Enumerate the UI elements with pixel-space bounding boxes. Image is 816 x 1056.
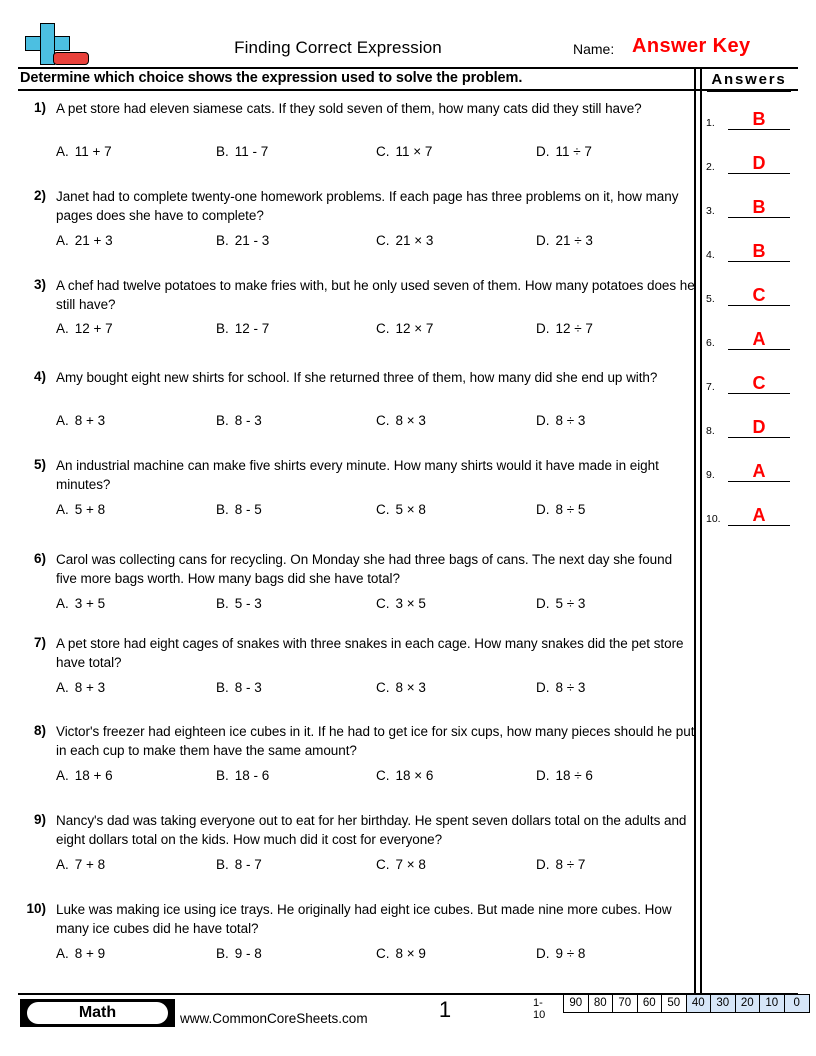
option-choice[interactable] [56,768,113,783]
option-letter: B. [216,857,229,872]
option-letter: A. [56,321,69,336]
option-letter: C. [376,768,390,783]
option-choice[interactable] [376,413,426,428]
option-choice[interactable] [56,144,112,159]
answer-row [706,196,792,218]
question-number: 3) [33,277,46,292]
subject-badge [20,999,175,1027]
option-choice[interactable] [376,144,432,159]
option-choice[interactable] [376,946,426,961]
option-expression: 8 - 7 [234,857,262,872]
option-expression: 12 - 7 [234,321,270,336]
question-text: A pet store had eleven siamese cats. If they sold seven of them, how many cats did they still have? [56,101,642,116]
option-choice[interactable] [216,946,262,961]
option-letter: A. [56,768,69,783]
answer-row [706,460,792,482]
option-expression: 8 ÷ 7 [555,857,586,872]
answer-row-value: C [752,373,766,393]
question-number: 8) [33,723,46,738]
question-options [56,946,696,966]
option-letter: B. [216,502,229,517]
answer-row-value: D [752,417,766,437]
page-number: 1 [438,997,452,1022]
option-choice[interactable] [56,413,105,428]
option-expression: 8 - 5 [234,502,262,517]
option-letter: A. [56,680,69,695]
question-options [56,413,696,433]
option-expression: 5 ÷ 3 [555,596,586,611]
question-options [56,502,696,522]
page-header [18,22,798,70]
question-number: 1) [33,100,46,115]
grading-scale-cell: 60 [638,995,663,1012]
option-letter: B. [216,680,229,695]
option-expression: 8 × 9 [395,946,426,961]
answer-row-value: A [752,505,766,525]
question-text: Luke was making ice using ice trays. He originally had eight ice cubes. But made nine more cubes. How many ice cubes did he have total? [56,902,672,936]
option-letter: D. [536,857,550,872]
option-expression: 11 ÷ 7 [555,144,592,159]
name-label: Name: [573,41,615,57]
question-number: 2) [33,188,46,203]
option-choice[interactable] [376,502,426,517]
option-expression: 21 - 3 [234,233,270,248]
grading-scale-cell: 0 [785,995,810,1012]
option-expression: 18 × 6 [395,768,434,783]
option-choice[interactable] [56,946,105,961]
option-choice[interactable] [376,321,433,336]
grading-scale-cells [563,994,810,1013]
page-title: Finding Correct Expression [234,38,442,57]
grading-scale-cell: 70 [613,995,638,1012]
option-letter: C. [376,502,390,517]
option-choice[interactable] [56,596,105,611]
option-expression: 8 + 3 [74,680,106,695]
option-letter: D. [536,413,550,428]
name-value: Answer Key [632,35,751,57]
grading-scale-cell: 30 [711,995,736,1012]
answer-row [706,284,792,306]
option-choice[interactable] [216,144,268,159]
option-choice[interactable] [216,233,269,248]
website-url: www.CommonCoreSheets.com [180,1011,368,1026]
question-number: 9) [33,812,46,827]
option-letter: B. [216,144,229,159]
option-expression: 8 ÷ 5 [555,502,586,517]
question-number: 7) [33,635,46,650]
option-expression: 11 + 7 [74,144,112,159]
option-letter: A. [56,413,69,428]
option-expression: 8 ÷ 3 [555,680,586,695]
question-number: 10) [26,901,46,916]
answer-row-value: A [752,461,766,481]
option-letter: A. [56,144,69,159]
option-choice[interactable] [536,502,585,517]
option-choice[interactable] [56,233,113,248]
option-expression: 3 × 5 [395,596,426,611]
question-text: Victor's freezer had eighteen ice cubes in it. If he had to get ice for six cups, how many pieces should he put in each cup to make them have the same amount? [56,724,695,758]
answer-row [706,504,792,526]
answer-row-value: B [752,197,766,217]
option-choice[interactable] [536,596,585,611]
option-choice[interactable] [216,768,269,783]
question-options [56,144,696,164]
option-letter: A. [56,502,69,517]
instruction-text: Determine which choice shows the expression used to solve the problem. [20,70,523,86]
question-options [56,233,696,253]
option-choice[interactable] [536,413,585,428]
grading-scale-cell: 90 [564,995,589,1012]
option-expression: 8 × 3 [395,680,426,695]
option-expression: 18 - 6 [234,768,270,783]
option-expression: 7 + 8 [74,857,106,872]
option-expression: 9 - 8 [234,946,262,961]
option-expression: 8 ÷ 3 [555,413,586,428]
option-choice[interactable] [216,857,262,872]
option-letter: D. [536,321,550,336]
answer-row-number: 5. [706,293,715,305]
option-expression: 8 + 9 [74,946,106,961]
answer-row-value: A [752,329,766,349]
option-expression: 8 × 3 [395,413,426,428]
option-expression: 21 ÷ 3 [555,233,593,248]
option-choice[interactable] [536,144,592,159]
grading-scale-cell: 10 [760,995,785,1012]
option-expression: 18 + 6 [74,768,113,783]
option-choice[interactable] [216,413,262,428]
option-expression: 8 - 3 [234,680,262,695]
question-text: Amy bought eight new shirts for school. If she returned three of them, how many did she end up with? [56,370,658,385]
answer-row [706,328,792,350]
answer-row-number: 10. [706,513,721,525]
option-expression: 3 + 5 [74,596,106,611]
grading-scale-cell: 50 [662,995,687,1012]
answer-row [706,416,792,438]
question-number: 4) [33,369,46,384]
question-options [56,768,696,788]
grading-scale-cell: 40 [687,995,712,1012]
option-choice[interactable] [536,768,593,783]
instruction-divider [18,89,798,91]
option-choice[interactable] [376,596,426,611]
option-letter: D. [536,233,550,248]
option-expression: 12 + 7 [74,321,113,336]
option-letter: C. [376,596,390,611]
header-divider [18,67,798,69]
answer-row-number: 4. [706,249,715,261]
grading-scale-cell: 20 [736,995,761,1012]
question-number: 6) [33,551,46,566]
option-choice[interactable] [56,857,105,872]
option-letter: C. [376,321,390,336]
option-choice[interactable] [536,321,593,336]
option-letter: C. [376,233,390,248]
option-letter: B. [216,596,229,611]
option-letter: A. [56,857,69,872]
answers-heading: Answers [707,71,791,92]
option-letter: B. [216,413,229,428]
question-text: An industrial machine can make five shirts every minute. How many shirts would it have made in eight minutes? [56,458,659,492]
question-options [56,680,696,700]
answer-row-number: 3. [706,205,715,217]
question-options [56,321,696,341]
answer-row-number: 2. [706,161,715,173]
option-expression: 8 - 3 [234,413,262,428]
answer-row-number: 1. [706,117,715,129]
option-letter: A. [56,596,69,611]
option-choice[interactable] [56,680,105,695]
answer-row [706,372,792,394]
option-choice[interactable] [216,321,269,336]
answer-row [706,108,792,130]
option-letter: C. [376,857,390,872]
grading-scale-cell: 80 [589,995,614,1012]
option-choice[interactable] [536,680,585,695]
answer-row [706,240,792,262]
option-letter: C. [376,144,390,159]
option-choice[interactable] [376,768,433,783]
question-number: 5) [33,457,46,472]
option-letter: C. [376,680,390,695]
option-letter: D. [536,768,550,783]
answer-row-number: 7. [706,381,715,393]
option-expression: 5 + 8 [74,502,106,517]
grading-scale-label: 1-10 [533,997,546,1021]
question-text: A pet store had eight cages of snakes with three snakes in each cage. How many snakes did the pet store have total? [56,636,684,670]
question-options [56,857,696,877]
option-choice[interactable] [216,596,262,611]
answer-row-number: 9. [706,469,715,481]
question-text: Janet had to complete twenty-one homework problems. If each page has three problems on it, how many pages does she have to complete? [56,189,679,223]
option-expression: 5 × 8 [395,502,426,517]
option-letter: A. [56,233,69,248]
answer-row-number: 8. [706,425,715,437]
answer-row-number: 6. [706,337,715,349]
option-choice[interactable] [56,502,105,517]
option-choice[interactable] [216,502,262,517]
option-letter: B. [216,946,229,961]
answer-row-value: C [752,285,766,305]
option-letter: D. [536,144,550,159]
option-letter: A. [56,946,69,961]
subject-badge-label: Math [78,1004,117,1021]
answer-row-value: B [752,109,766,129]
option-expression: 8 + 3 [74,413,106,428]
option-letter: B. [216,321,229,336]
option-expression: 21 × 3 [395,233,434,248]
option-letter: D. [536,596,550,611]
option-expression: 11 × 7 [395,144,433,159]
option-choice[interactable] [376,233,433,248]
answer-row [706,152,792,174]
option-expression: 7 × 8 [395,857,426,872]
option-choice[interactable] [536,233,593,248]
option-letter: C. [376,413,390,428]
option-expression: 5 - 3 [234,596,262,611]
option-choice[interactable] [216,680,262,695]
question-text: A chef had twelve potatoes to make fries with, but he only used seven of them. How many potatoes does he still have? [56,278,695,312]
option-expression: 11 - 7 [234,144,269,159]
answer-row-value: D [752,153,766,173]
option-choice[interactable] [376,680,426,695]
question-options [56,596,696,616]
option-letter: D. [536,946,550,961]
question-text: Nancy's dad was taking everyone out to eat for her birthday. He spent seven dollars total on the adults and eight dollars total on the kids. How much did it cost for everyone? [56,813,687,847]
question-text: Carol was collecting cans for recycling. On Monday she had three bags of cans. The next day she found five more bags worth. How many bags did she have total? [56,552,673,586]
option-letter: B. [216,768,229,783]
option-letter: D. [536,680,550,695]
option-choice[interactable] [56,321,113,336]
option-letter: D. [536,502,550,517]
answers-column-divider-inner [700,68,702,993]
option-choice[interactable] [376,857,426,872]
option-letter: B. [216,233,229,248]
option-choice[interactable] [536,946,585,961]
option-expression: 9 ÷ 8 [555,946,586,961]
answer-row-value: B [752,241,766,261]
option-choice[interactable] [536,857,585,872]
option-expression: 21 + 3 [74,233,113,248]
option-expression: 12 ÷ 7 [555,321,593,336]
option-expression: 18 ÷ 6 [555,768,593,783]
option-letter: C. [376,946,390,961]
option-expression: 12 × 7 [395,321,434,336]
